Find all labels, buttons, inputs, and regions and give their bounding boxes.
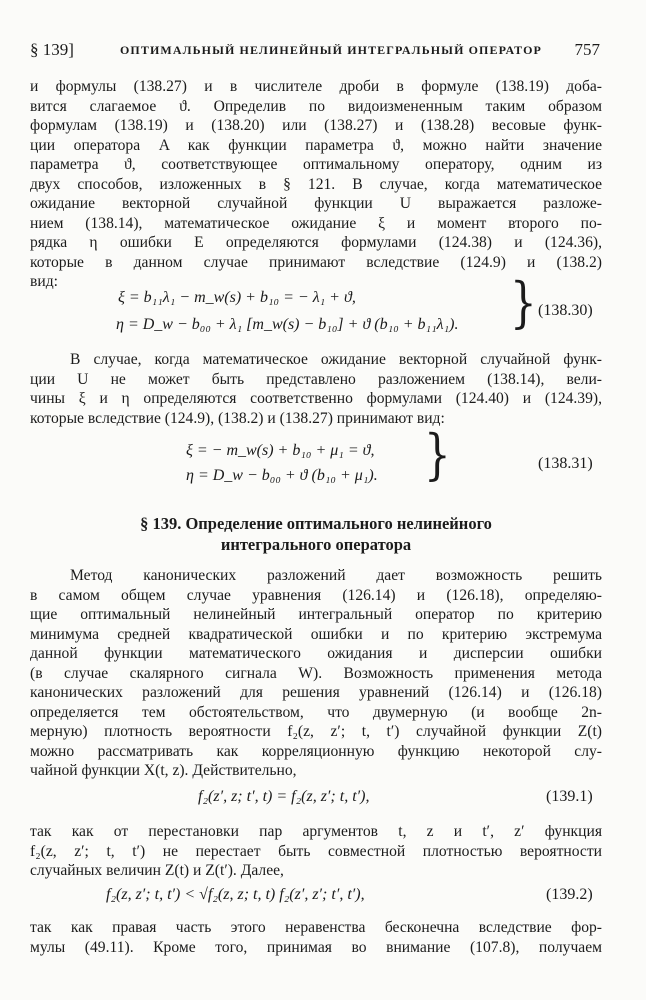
- text-line: ожидание векторной случайной функции U выражается разложе-: [30, 195, 602, 212]
- text-line: (в случае скалярного сигнала W). Возможность применения метода: [30, 664, 602, 682]
- paragraph-1: [30, 77, 602, 292]
- equation-line: f₂(z, z′; t, t′) < √f₂(z, z; t, t) f₂(z′, z′; t′, t′),: [106, 886, 365, 903]
- text-line: ции оператора A как функции параметра ϑ, можно найти значение: [30, 136, 602, 154]
- text-line: ции U не может быть представлено разложением (138.14), вели-: [30, 370, 602, 388]
- paragraph-4: [30, 822, 602, 881]
- paragraph-3: [30, 566, 602, 781]
- paragraph-5: [30, 918, 602, 957]
- text-line: так как от перестановки пар аргументов t, z и t′, z′ функция: [30, 823, 602, 840]
- text-line: двух способов, изложенных в § 121. В случае, когда математическое: [30, 175, 602, 193]
- running-header: [30, 40, 600, 62]
- text-line: В случае, когда математическое ожидание векторной случайной функ-: [70, 351, 602, 368]
- text-line: нием (138.14), математическое ожидание ξ и момент второго по-: [30, 214, 602, 232]
- text-line: чайной функции X(t, z). Действительно,: [30, 762, 297, 779]
- text-line: которые вследствие (124.9), (138.2) и (138.27) принимают вид:: [30, 409, 445, 427]
- text-line: щие оптимальный нелинейный интегральный оператор по критерию: [30, 606, 602, 623]
- text-line: f₂(z, z′; t, t′) не перестает быть совместной плотностью вероятности: [30, 842, 602, 860]
- equation-line: ξ = b₁₁λ₁ − m_w(s) + b₁₀ = − λ₁ + ϑ,: [118, 289, 356, 306]
- header-title: ОПТИМАЛЬНЫЙ НЕЛИНЕЙНЫЙ ИНТЕГРАЛЬНЫЙ ОПЕРАТОР: [120, 43, 542, 57]
- equation-line: η = D_w − b₀₀ + λ₁ [m_w(s) − b₁₀] + ϑ (b₁₀ + b₁₁λ₁).: [116, 316, 459, 333]
- text-line: случайных величин Z(t) и Z(t′). Далее,: [30, 862, 284, 879]
- section-heading-line: § 139. Определение оптимального нелинейного: [140, 514, 492, 533]
- equation-number: (139.2): [546, 886, 593, 903]
- section-heading-line: интегрального оператора: [220, 535, 412, 554]
- text-line: данной функции математического ожидания и дисперсии ошибки: [30, 645, 602, 662]
- right-brace: }: [424, 422, 451, 487]
- text-line: так как правая часть этого неравенства бесконечна вследствие фор-: [30, 919, 602, 936]
- section-heading: [30, 513, 602, 555]
- text-line: можно рассматривать как корреляционную функцию некоторой слу-: [30, 742, 602, 760]
- text-line: определяется тем обстоятельством, что двумерную (и вообще 2n-: [30, 703, 602, 721]
- text-line: рядка η ошибки E определяются формулами (124.38) и (124.36),: [30, 234, 602, 251]
- equation-number: (138.31): [538, 455, 593, 472]
- text-line: мулы (49.11). Кроме того, принимая во внимание (107.8), получаем: [30, 938, 602, 956]
- text-line: и формулы (138.27) и в числителе дроби в формуле (138.19) доба-: [30, 78, 602, 95]
- text-line: в самом общем случае уравнения (126.14) и (126.18), определяю-: [30, 586, 602, 604]
- text-line: канонических разложений для решения уравнений (126.14) и (126.18): [30, 684, 602, 701]
- text-line: вид:: [30, 273, 58, 290]
- equation-number: (139.1): [546, 788, 593, 805]
- text-line: чины ξ и η определяются соответственно формулами (124.40) и (124.39),: [30, 390, 602, 407]
- text-line: которые в данном случае принимают вследствие (124.9) и (138.2): [30, 253, 602, 271]
- equation-line: f₂(z′, z; t′, t) = f₂(z, z′; t, t′),: [198, 788, 370, 805]
- header-section: § 139]: [30, 40, 74, 59]
- text-line: мерную) плотность вероятности f₂(z, z′; t, t′) случайной функции Z(t): [30, 723, 602, 740]
- equation-line: ξ = − m_w(s) + b₁₀ + μ₁ = ϑ,: [186, 442, 375, 459]
- equation-number: (138.30): [538, 302, 593, 319]
- right-brace: }: [510, 270, 537, 335]
- text-line: минимума средней квадратической ошибки и по критерию экстремума: [30, 625, 602, 643]
- text-line: вится слагаемое ϑ. Определив по видоизмененным таким образом: [30, 97, 602, 115]
- text-line: параметра ϑ, соответствующее оптимальному оператору, одним из: [30, 156, 602, 173]
- text-line: Метод канонических разложений дает возможность решить: [70, 567, 602, 584]
- equation-line: η = D_w − b₀₀ + ϑ (b₁₀ + μ₁).: [186, 467, 378, 484]
- text-line: формулам (138.19) и (138.20) или (138.27) и (138.28) весовые функ-: [30, 117, 602, 134]
- paragraph-2: [30, 350, 602, 428]
- page-number: 757: [574, 40, 600, 59]
